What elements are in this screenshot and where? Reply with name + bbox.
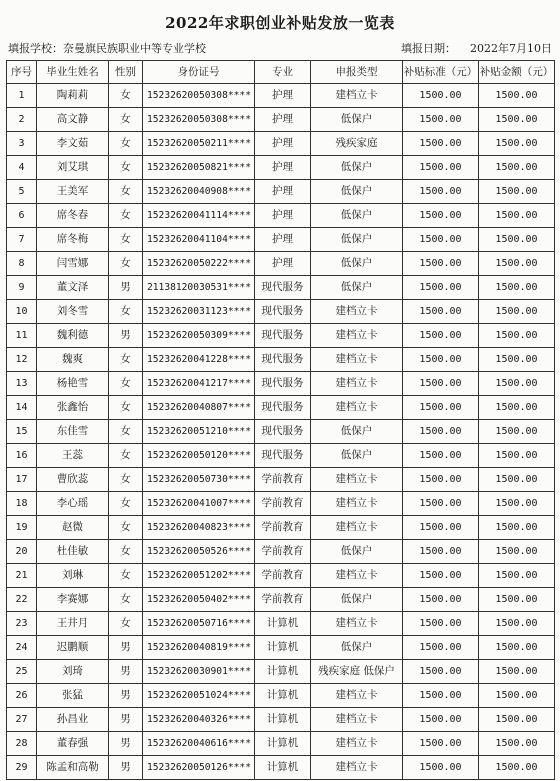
- cell-gender: 男: [109, 324, 143, 348]
- cell-gender: 女: [109, 108, 143, 132]
- cell-type: 建档立卡: [311, 516, 403, 540]
- header-major: 专业: [255, 61, 311, 84]
- header-id-number: 身份证号: [143, 61, 255, 84]
- cell-type: 低保户: [311, 108, 403, 132]
- cell-amount: 1500.00: [479, 324, 555, 348]
- cell-amount: 1500.00: [479, 348, 555, 372]
- cell-id-number: 15232620050526****: [143, 540, 255, 564]
- cell-type: 建档立卡: [311, 684, 403, 708]
- cell-id-number: 15232620051202****: [143, 564, 255, 588]
- cell-type: 建档立卡: [311, 756, 403, 780]
- cell-major: 计算机: [255, 708, 311, 732]
- cell-standard: 1500.00: [403, 156, 479, 180]
- cell-major: 学前教育: [255, 468, 311, 492]
- cell-major: 学前教育: [255, 540, 311, 564]
- cell-id-number: 15232620040807****: [143, 396, 255, 420]
- cell-name: 魏爽: [37, 348, 109, 372]
- cell-standard: 1500.00: [403, 324, 479, 348]
- cell-amount: 1500.00: [479, 228, 555, 252]
- cell-name: 李赛娜: [37, 588, 109, 612]
- table-row: [7, 660, 555, 684]
- cell-major: 护理: [255, 252, 311, 276]
- cell-id-number: 15232620041007****: [143, 492, 255, 516]
- table-row: [7, 492, 555, 516]
- cell-name: 陶莉莉: [37, 84, 109, 108]
- cell-amount: 1500.00: [479, 372, 555, 396]
- cell-standard: 1500.00: [403, 708, 479, 732]
- cell-major: 计算机: [255, 684, 311, 708]
- table-row: [7, 756, 555, 780]
- cell-name: 王蕊: [37, 444, 109, 468]
- cell-amount: 1500.00: [479, 108, 555, 132]
- table-row: [7, 588, 555, 612]
- cell-amount: 1500.00: [479, 300, 555, 324]
- cell-index: 17: [7, 468, 37, 492]
- cell-standard: 1500.00: [403, 372, 479, 396]
- cell-gender: 男: [109, 756, 143, 780]
- cell-amount: 1500.00: [479, 156, 555, 180]
- cell-name: 东佳雪: [37, 420, 109, 444]
- cell-name: 曹欣蕊: [37, 468, 109, 492]
- cell-type: 建档立卡: [311, 324, 403, 348]
- school-label: 填报学校：: [8, 42, 63, 55]
- table-row: [7, 444, 555, 468]
- cell-index: 2: [7, 108, 37, 132]
- cell-gender: 女: [109, 84, 143, 108]
- cell-amount: 1500.00: [479, 204, 555, 228]
- cell-index: 24: [7, 636, 37, 660]
- cell-id-number: 15232620040823****: [143, 516, 255, 540]
- cell-name: 刘冬雪: [37, 300, 109, 324]
- cell-index: 4: [7, 156, 37, 180]
- cell-name: 迟鹏顺: [37, 636, 109, 660]
- cell-amount: 1500.00: [479, 732, 555, 756]
- header-index: 序号: [7, 61, 37, 84]
- cell-gender: 女: [109, 132, 143, 156]
- cell-index: 25: [7, 660, 37, 684]
- cell-gender: 女: [109, 204, 143, 228]
- cell-type: 建档立卡: [311, 396, 403, 420]
- cell-gender: 男: [109, 684, 143, 708]
- cell-gender: 女: [109, 468, 143, 492]
- cell-amount: 1500.00: [479, 252, 555, 276]
- date-info: [401, 40, 552, 56]
- table-row: [7, 468, 555, 492]
- cell-type: 残疾家庭: [311, 132, 403, 156]
- cell-gender: 女: [109, 228, 143, 252]
- cell-id-number: 15232620041104****: [143, 228, 255, 252]
- cell-standard: 1500.00: [403, 252, 479, 276]
- cell-id-number: 15232620050308****: [143, 84, 255, 108]
- cell-major: 学前教育: [255, 516, 311, 540]
- cell-gender: 男: [109, 276, 143, 300]
- cell-index: 22: [7, 588, 37, 612]
- cell-type: 建档立卡: [311, 348, 403, 372]
- cell-gender: 男: [109, 636, 143, 660]
- cell-id-number: 15232620051210****: [143, 420, 255, 444]
- cell-index: 14: [7, 396, 37, 420]
- table-header-row: [7, 61, 555, 84]
- table-row: [7, 516, 555, 540]
- cell-major: 现代服务: [255, 444, 311, 468]
- cell-id-number: 15232620050211****: [143, 132, 255, 156]
- table-row: [7, 540, 555, 564]
- table-row: [7, 228, 555, 252]
- cell-amount: 1500.00: [479, 756, 555, 780]
- cell-standard: 1500.00: [403, 396, 479, 420]
- cell-amount: 1500.00: [479, 540, 555, 564]
- table-row: [7, 564, 555, 588]
- cell-index: 29: [7, 756, 37, 780]
- cell-index: 21: [7, 564, 37, 588]
- cell-index: 9: [7, 276, 37, 300]
- cell-major: 护理: [255, 84, 311, 108]
- cell-index: 20: [7, 540, 37, 564]
- cell-type: 低保户: [311, 204, 403, 228]
- cell-id-number: 15232620050821****: [143, 156, 255, 180]
- cell-gender: 女: [109, 612, 143, 636]
- cell-id-number: 15232620050126****: [143, 756, 255, 780]
- cell-index: 19: [7, 516, 37, 540]
- cell-index: 10: [7, 300, 37, 324]
- cell-type: 低保户: [311, 156, 403, 180]
- header-type: 申报类型: [311, 61, 403, 84]
- cell-major: 现代服务: [255, 324, 311, 348]
- cell-name: 高文静: [37, 108, 109, 132]
- cell-name: 刘琦: [37, 660, 109, 684]
- cell-gender: 女: [109, 300, 143, 324]
- cell-standard: 1500.00: [403, 84, 479, 108]
- cell-major: 护理: [255, 180, 311, 204]
- cell-standard: 1500.00: [403, 108, 479, 132]
- cell-gender: 女: [109, 156, 143, 180]
- cell-index: 27: [7, 708, 37, 732]
- cell-name: 席冬春: [37, 204, 109, 228]
- subsidy-table: [6, 60, 555, 780]
- cell-amount: 1500.00: [479, 660, 555, 684]
- cell-standard: 1500.00: [403, 420, 479, 444]
- cell-index: 8: [7, 252, 37, 276]
- cell-standard: 1500.00: [403, 612, 479, 636]
- cell-major: 现代服务: [255, 300, 311, 324]
- cell-name: 赵微: [37, 516, 109, 540]
- cell-standard: 1500.00: [403, 204, 479, 228]
- school-name: 奈曼旗民族职业中等专业学校: [63, 42, 206, 55]
- cell-amount: 1500.00: [479, 588, 555, 612]
- cell-id-number: 15232620040326****: [143, 708, 255, 732]
- cell-standard: 1500.00: [403, 228, 479, 252]
- cell-major: 护理: [255, 108, 311, 132]
- cell-amount: 1500.00: [479, 492, 555, 516]
- cell-amount: 1500.00: [479, 516, 555, 540]
- table-row: [7, 180, 555, 204]
- cell-standard: 1500.00: [403, 540, 479, 564]
- table-row: [7, 636, 555, 660]
- cell-gender: 女: [109, 588, 143, 612]
- table-row: [7, 324, 555, 348]
- cell-amount: 1500.00: [479, 84, 555, 108]
- table-row: [7, 708, 555, 732]
- cell-index: 23: [7, 612, 37, 636]
- cell-type: 建档立卡: [311, 708, 403, 732]
- cell-standard: 1500.00: [403, 444, 479, 468]
- cell-id-number: 15232620040908****: [143, 180, 255, 204]
- date-value: 2022年7月10日: [470, 42, 552, 55]
- cell-index: 7: [7, 228, 37, 252]
- cell-name: 刘琳: [37, 564, 109, 588]
- table-row: [7, 420, 555, 444]
- cell-name: 刘艾琪: [37, 156, 109, 180]
- cell-index: 13: [7, 372, 37, 396]
- cell-major: 学前教育: [255, 588, 311, 612]
- cell-type: 建档立卡: [311, 84, 403, 108]
- cell-type: 低保户: [311, 420, 403, 444]
- cell-amount: 1500.00: [479, 420, 555, 444]
- cell-index: 6: [7, 204, 37, 228]
- cell-type: 建档立卡: [311, 492, 403, 516]
- school-info: [8, 40, 206, 56]
- cell-name: 董文泽: [37, 276, 109, 300]
- table-row: [7, 732, 555, 756]
- cell-type: 低保户: [311, 276, 403, 300]
- cell-index: 26: [7, 684, 37, 708]
- cell-major: 护理: [255, 132, 311, 156]
- cell-index: 11: [7, 324, 37, 348]
- cell-amount: 1500.00: [479, 276, 555, 300]
- cell-standard: 1500.00: [403, 756, 479, 780]
- cell-name: 张猛: [37, 684, 109, 708]
- cell-index: 3: [7, 132, 37, 156]
- cell-gender: 男: [109, 660, 143, 684]
- table-row: [7, 372, 555, 396]
- cell-standard: 1500.00: [403, 132, 479, 156]
- cell-major: 计算机: [255, 756, 311, 780]
- cell-major: 现代服务: [255, 348, 311, 372]
- table-row: [7, 84, 555, 108]
- cell-gender: 男: [109, 732, 143, 756]
- cell-amount: 1500.00: [479, 396, 555, 420]
- cell-major: 现代服务: [255, 420, 311, 444]
- cell-gender: 女: [109, 420, 143, 444]
- cell-index: 15: [7, 420, 37, 444]
- cell-id-number: 15232620050120****: [143, 444, 255, 468]
- cell-standard: 1500.00: [403, 564, 479, 588]
- cell-standard: 1500.00: [403, 732, 479, 756]
- cell-major: 计算机: [255, 612, 311, 636]
- cell-index: 12: [7, 348, 37, 372]
- cell-major: 学前教育: [255, 564, 311, 588]
- cell-gender: 女: [109, 372, 143, 396]
- cell-major: 计算机: [255, 636, 311, 660]
- table-row: [7, 132, 555, 156]
- cell-id-number: 15232620031123****: [143, 300, 255, 324]
- cell-id-number: 15232620051024****: [143, 684, 255, 708]
- cell-id-number: 15232620050222****: [143, 252, 255, 276]
- cell-index: 18: [7, 492, 37, 516]
- cell-type: 残疾家庭 低保户: [311, 660, 403, 684]
- cell-amount: 1500.00: [479, 132, 555, 156]
- cell-id-number: 15232620041114****: [143, 204, 255, 228]
- cell-gender: 女: [109, 252, 143, 276]
- cell-gender: 女: [109, 564, 143, 588]
- cell-standard: 1500.00: [403, 492, 479, 516]
- table-row: [7, 108, 555, 132]
- header-name: 毕业生姓名: [37, 61, 109, 84]
- cell-standard: 1500.00: [403, 300, 479, 324]
- cell-id-number: 15232620040819****: [143, 636, 255, 660]
- cell-major: 现代服务: [255, 372, 311, 396]
- header-amount: 补贴金额（元）: [479, 61, 555, 84]
- cell-name: 王井月: [37, 612, 109, 636]
- cell-type: 建档立卡: [311, 372, 403, 396]
- cell-major: 现代服务: [255, 396, 311, 420]
- cell-index: 1: [7, 84, 37, 108]
- header-standard: 补贴标准（元）: [403, 61, 479, 84]
- cell-gender: 女: [109, 492, 143, 516]
- cell-amount: 1500.00: [479, 468, 555, 492]
- cell-amount: 1500.00: [479, 684, 555, 708]
- cell-amount: 1500.00: [479, 636, 555, 660]
- cell-gender: 女: [109, 444, 143, 468]
- cell-id-number: 15232620030901****: [143, 660, 255, 684]
- cell-name: 杨艳雪: [37, 372, 109, 396]
- cell-name: 陈孟和高勒: [37, 756, 109, 780]
- cell-standard: 1500.00: [403, 684, 479, 708]
- cell-id-number: 15232620050730****: [143, 468, 255, 492]
- cell-amount: 1500.00: [479, 180, 555, 204]
- cell-name: 席冬梅: [37, 228, 109, 252]
- cell-major: 护理: [255, 204, 311, 228]
- table-row: [7, 156, 555, 180]
- cell-type: 低保户: [311, 180, 403, 204]
- cell-name: 孙昌业: [37, 708, 109, 732]
- cell-id-number: 15232620050308****: [143, 108, 255, 132]
- cell-gender: 男: [109, 708, 143, 732]
- cell-type: 建档立卡: [311, 612, 403, 636]
- cell-standard: 1500.00: [403, 468, 479, 492]
- table-body: [7, 84, 555, 780]
- cell-id-number: 15232620041217****: [143, 372, 255, 396]
- table-row: [7, 204, 555, 228]
- cell-id-number: 15232620050402****: [143, 588, 255, 612]
- table-row: [7, 252, 555, 276]
- table-row: [7, 684, 555, 708]
- cell-amount: 1500.00: [479, 444, 555, 468]
- cell-type: 建档立卡: [311, 300, 403, 324]
- cell-id-number: 15232620050309****: [143, 324, 255, 348]
- cell-name: 闫雪娜: [37, 252, 109, 276]
- cell-name: 王美军: [37, 180, 109, 204]
- cell-standard: 1500.00: [403, 588, 479, 612]
- table-row: [7, 612, 555, 636]
- cell-standard: 1500.00: [403, 636, 479, 660]
- cell-id-number: 15232620040616****: [143, 732, 255, 756]
- cell-name: 魏利德: [37, 324, 109, 348]
- header-gender: 性别: [109, 61, 143, 84]
- cell-type: 低保户: [311, 228, 403, 252]
- cell-standard: 1500.00: [403, 180, 479, 204]
- table-row: [7, 396, 555, 420]
- cell-index: 28: [7, 732, 37, 756]
- cell-id-number: 15232620050716****: [143, 612, 255, 636]
- cell-standard: 1500.00: [403, 660, 479, 684]
- cell-standard: 1500.00: [403, 516, 479, 540]
- cell-standard: 1500.00: [403, 348, 479, 372]
- cell-name: 董春强: [37, 732, 109, 756]
- cell-gender: 女: [109, 396, 143, 420]
- cell-major: 计算机: [255, 660, 311, 684]
- cell-type: 低保户: [311, 444, 403, 468]
- cell-name: 李心瑶: [37, 492, 109, 516]
- form-meta: [8, 40, 552, 56]
- table-row: [7, 276, 555, 300]
- cell-amount: 1500.00: [479, 564, 555, 588]
- cell-standard: 1500.00: [403, 276, 479, 300]
- cell-id-number: 21138120030531****: [143, 276, 255, 300]
- cell-type: 低保户: [311, 252, 403, 276]
- cell-id-number: 15232620041228****: [143, 348, 255, 372]
- cell-gender: 女: [109, 348, 143, 372]
- cell-major: 计算机: [255, 732, 311, 756]
- cell-type: 低保户: [311, 540, 403, 564]
- cell-name: 杜佳敏: [37, 540, 109, 564]
- cell-type: 建档立卡: [311, 468, 403, 492]
- page-title: 2022年求职创业补贴发放一览表: [165, 14, 395, 32]
- table-row: [7, 300, 555, 324]
- cell-name: 张鑫怡: [37, 396, 109, 420]
- cell-index: 16: [7, 444, 37, 468]
- table-row: [7, 348, 555, 372]
- cell-gender: 女: [109, 540, 143, 564]
- cell-index: 5: [7, 180, 37, 204]
- cell-name: 李文茹: [37, 132, 109, 156]
- date-label: 填报日期：: [401, 42, 456, 55]
- cell-major: 护理: [255, 156, 311, 180]
- cell-amount: 1500.00: [479, 708, 555, 732]
- cell-major: 护理: [255, 228, 311, 252]
- cell-major: 学前教育: [255, 492, 311, 516]
- cell-type: 低保户: [311, 588, 403, 612]
- cell-amount: 1500.00: [479, 612, 555, 636]
- cell-type: 建档立卡: [311, 732, 403, 756]
- cell-type: 建档立卡: [311, 564, 403, 588]
- cell-major: 现代服务: [255, 276, 311, 300]
- cell-type: 低保户: [311, 636, 403, 660]
- cell-gender: 女: [109, 180, 143, 204]
- cell-gender: 女: [109, 516, 143, 540]
